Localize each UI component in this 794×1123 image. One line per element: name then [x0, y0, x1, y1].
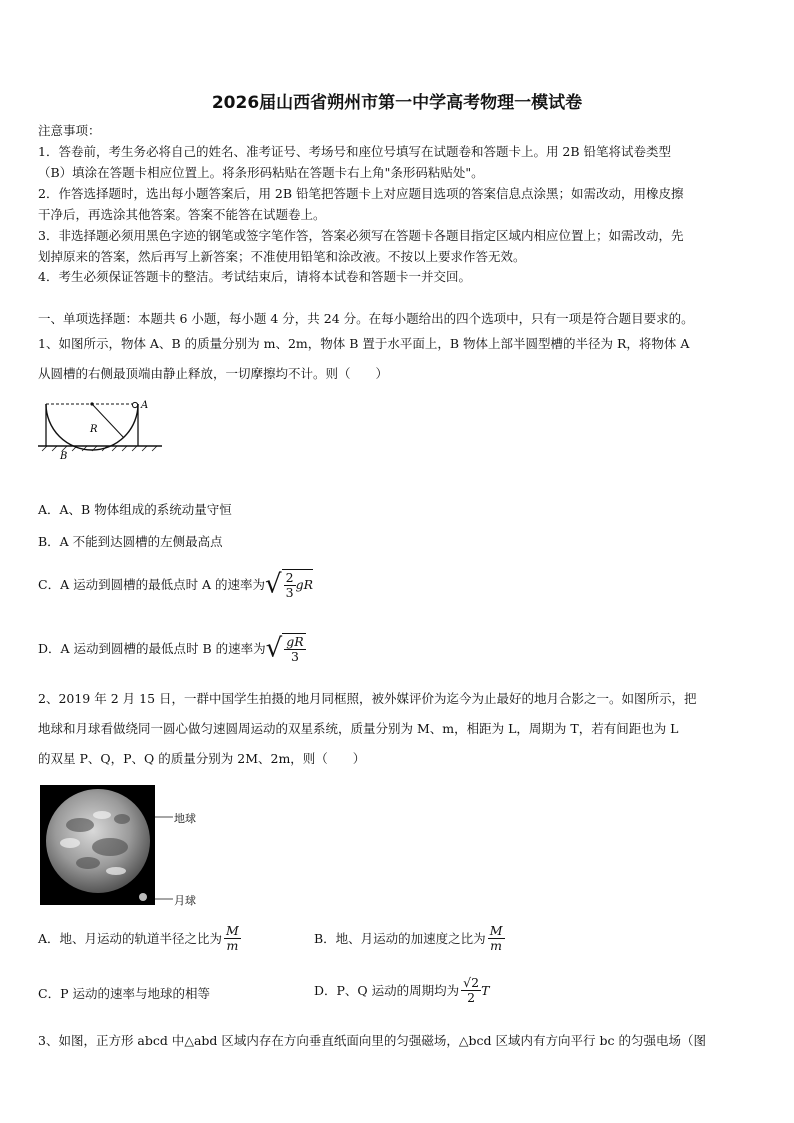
question-3-stem: 3、如图，正方形 abcd 中△abd 区域内存在方向垂直纸面向里的匀强磁场，△bcd 区域内有方向平行 bc 的匀强电场（图: [38, 1033, 706, 1048]
sqrt-expression: √ $\frac{gR}{3}$: [265, 633, 304, 664]
notice-line: 划掉原来的答案，然后再写上新答案；不准使用铅笔和涂改液。不按以上要求作答无效。: [38, 249, 526, 264]
q2-option-a-text: A．地、月运动的轨道半径之比为: [38, 931, 223, 946]
pointer-lines: [155, 800, 175, 900]
q2-option-b-text: B．地、月运动的加速度之比为: [314, 931, 486, 946]
q2-option-a: [38, 920, 241, 956]
fraction-denominator: m: [226, 937, 239, 953]
label-a: A: [141, 400, 149, 411]
notice-line: 2．作答选择题时，选出每小题答案后，用 2B 铅笔把答题卡上对应题目选项的答案信息点涂黑；如需改动，用橡皮擦: [38, 186, 684, 201]
question-1-stem: 1、如图所示，物体 A、B 的质量分别为 m、2m，物体 B 置于水平面上，B 物体上部半圆型槽的半径为 R，将物体 A: [38, 336, 690, 351]
question-2-stem: 的双星 P、Q，P、Q 的质量分别为 2M、2m，则（ ）: [38, 751, 366, 766]
label-r: R: [90, 424, 98, 435]
notice-heading: 注意事项：: [38, 123, 101, 138]
option-d-text: D．A 运动到圆槽的最低点时 B 的速率为: [38, 641, 266, 656]
fraction-denominator: 3: [285, 584, 294, 600]
fraction-denominator: 2: [467, 989, 476, 1005]
notice-line: 4．考生必须保证答题卡的整洁。考试结束后，请将本试卷和答题卡一并交回。: [38, 269, 471, 284]
question-2-stem: 地球和月球看做绕同一圆心做匀速圆周运动的双星系统，质量分别为 M、m，相距为 L，周期为 T，若有间距也为 L: [38, 721, 679, 736]
option-c: [38, 566, 313, 602]
fraction-numerator: 2: [285, 569, 294, 585]
page-title: 2026届山西省朔州市第一中学高考物理一模试卷: [211, 93, 583, 113]
option-a: A．A、B 物体组成的系统动量守恒: [38, 502, 232, 517]
question-1-stem: 从圆槽的右侧最顶端由静止释放，一切摩擦均不计。则（ ）: [38, 366, 389, 381]
expression-tail: T: [481, 982, 490, 998]
section-heading: 一、单项选择题：本题共 6 小题，每小题 4 分，共 24 分。在每小题给出的四个选项中，只有一项是符合题目要求的。: [38, 311, 694, 326]
earth-moon-photo: [40, 785, 155, 905]
option-d: [38, 630, 306, 666]
fraction-denominator: 3: [290, 648, 299, 664]
q2-option-d-text: D．P、Q 运动的周期均为: [314, 983, 460, 998]
q2-option-c: C．P 运动的速率与地球的相等: [38, 986, 210, 1001]
fraction-numerator: √2: [463, 974, 480, 990]
notice-line: （B）填涂在答题卡相应位置上。将条形码粘贴在答题卡右上角"条形码粘贴处"。: [38, 165, 484, 180]
notice-line: 1．答卷前，考生务必将自己的姓名、准考证号、考场号和座位号填写在试题卷和答题卡上。用 2B 铅笔将试卷类型: [38, 144, 672, 159]
option-b: B．A 不能到达圆槽的左侧最高点: [38, 534, 223, 549]
semicircle-groove-figure: [38, 398, 168, 480]
q2-option-d: [314, 972, 489, 1008]
notice-line: 干净后，再选涂其他答案。答案不能答在试题卷上。: [38, 207, 326, 222]
notice-line: 3．非选择题必须用黑色字迹的钢笔或签字笔作答，答案必须写在答题卡各题目指定区域内相应位置上；如需改动，先: [38, 228, 684, 243]
fraction-numerator: M: [489, 922, 503, 938]
question-2-stem: 2、2019 年 2 月 15 日，一群中国学生拍摄的地月同框照，被外媒评价为迄今为止最好的地月合影之一。如图所示，把: [38, 691, 697, 706]
q2-option-b: [314, 920, 505, 956]
earth-label: 地球: [174, 812, 196, 825]
fraction-numerator: gR: [286, 633, 304, 649]
fraction-numerator: M: [226, 922, 239, 938]
sqrt-expression: √ $\frac{2}{3}$ gR: [265, 569, 313, 600]
expression-tail: gR: [295, 576, 313, 592]
fraction-denominator: m: [490, 937, 503, 953]
option-c-text: C．A 运动到圆槽的最低点时 A 的速率为: [38, 577, 266, 592]
moon-label: 月球: [174, 894, 196, 907]
label-b: B: [60, 451, 68, 462]
